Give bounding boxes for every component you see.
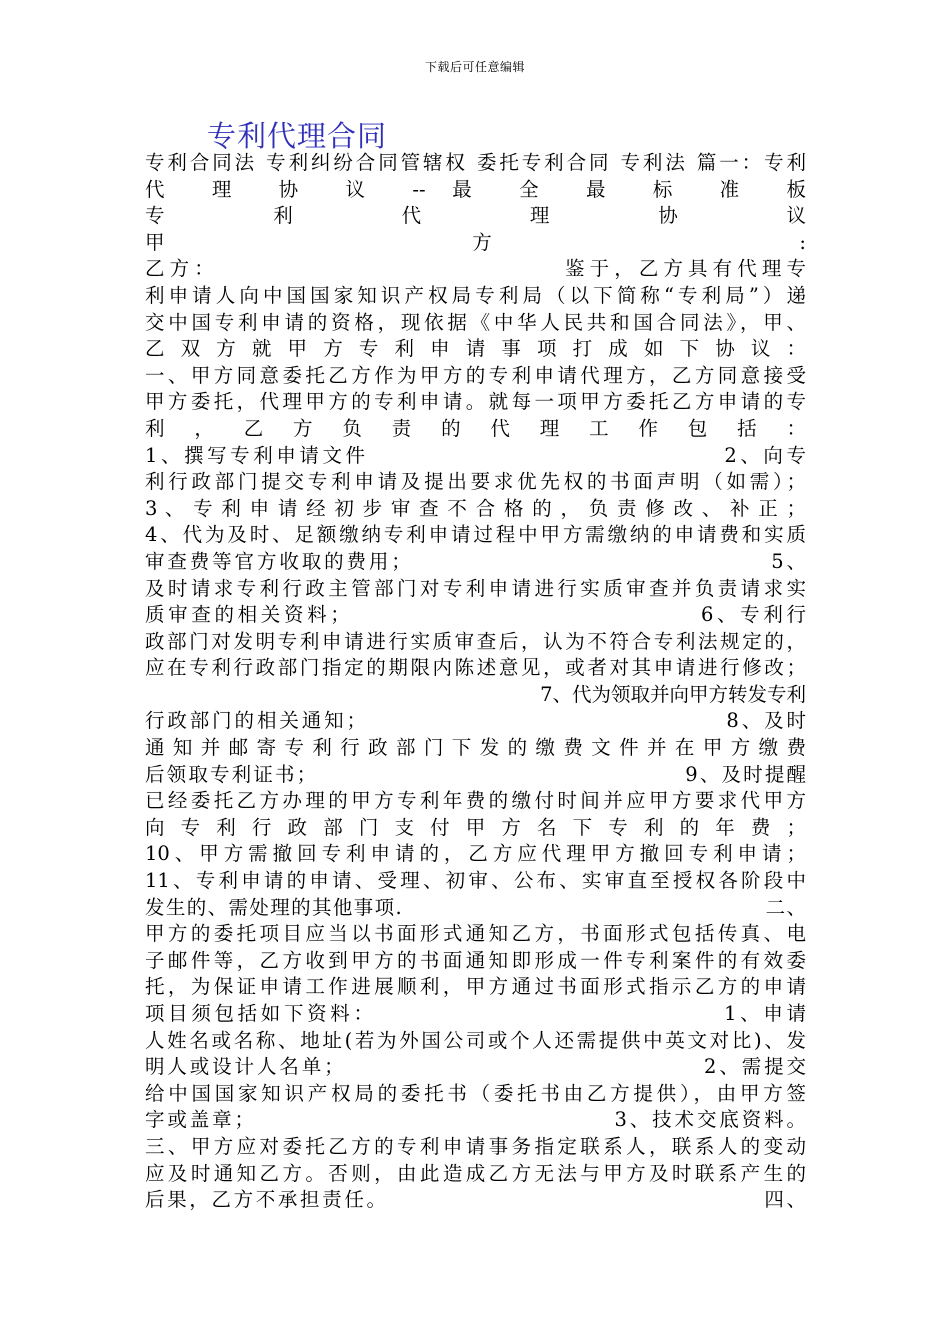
body-line: 三、甲方应对委托乙方的专利申请事务指定联系人，联系人的变动 — [145, 1134, 806, 1158]
body-line: 行政部门的相关通知； 8、及时 — [145, 709, 806, 733]
body-line: 向 专 利 行 政 部 门 支 付 甲 方 名 下 专 利 的 年 费 ； — [145, 815, 806, 839]
body-line: 审查费等官方收取的费用； 5、 — [145, 549, 806, 573]
body-line: 应及时通知乙方。否则，由此造成乙方无法与甲方及时联系产生的 — [145, 1161, 806, 1185]
body-line: 字或盖章； 3、技术交底资料。 — [145, 1108, 806, 1132]
body-line: 托，为保证申请工作进展顺利，甲方通过书面形式指示乙方的申请 — [145, 975, 806, 999]
page-header: 下载后可任意编辑 — [424, 60, 525, 74]
body-line: 10、甲方需撤回专利申请的，乙方应代理甲方撤回专利申请； — [145, 842, 806, 866]
body-line: 人姓名或名称、地址(若为外国公司或个人还需提供中英文对比)、发 — [145, 1028, 806, 1052]
body-line: 专 利 代 理 协 议 — [145, 204, 806, 228]
body-line: 通 知 并 邮 寄 专 利 行 政 部 门 下 发 的 缴 费 文 件 并 在 甲 方 缴 费 — [145, 736, 806, 760]
document-title: 专利代理合同 — [207, 119, 388, 153]
body-line: 后领取专利证书； 9、及时提醒 — [145, 762, 806, 786]
body-line: 后果，乙方不承担责任。 四、 — [145, 1188, 806, 1212]
body-line: 一、甲方同意委托乙方作为甲方的专利申请代理方，乙方同意接受 — [145, 363, 806, 387]
body-line: 发生的、需处理的其他事项. 二、 — [145, 895, 806, 919]
body-line: 给中国国家知识产权局的委托书（委托书由乙方提供），由甲方签 — [145, 1081, 806, 1105]
body-line: 及时请求专利行政主管部门对专利申请进行实质审查并负责请求实 — [145, 576, 806, 600]
body-line: 项目须包括如下资料： 1、申请 — [145, 1002, 806, 1025]
body-line: 应在专利行政部门指定的期限内陈述意见，或者对其申请进行修改； — [145, 656, 806, 680]
body-line: 甲方委托，代理甲方的专利申请。就每一项甲方委托乙方申请的专 — [145, 390, 806, 414]
body-line: 已经委托乙方办理的甲方专利年费的缴付时间并应甲方要求代甲方 — [145, 789, 806, 813]
body-line: 7、代为领取并向甲方转发专利 — [540, 682, 806, 706]
body-line: 乙 双 方 就 甲 方 专 利 申 请 事 项 打 成 如 下 协 议 ： — [145, 337, 806, 361]
body-line: 质审查的相关资料； 6、专利行 — [145, 603, 806, 627]
body-line: 交中国专利申请的资格，现依据《中华人民共和国合同法》，甲、 — [145, 310, 806, 334]
body-line: 11、专利申请的申请、受理、初审、公布、实审直至授权各阶段中 — [145, 869, 806, 893]
body-line: 子邮件等，乙方收到甲方的书面通知即形成一件专利案件的有效委 — [145, 948, 806, 972]
body-line: 4、代为及时、足额缴纳专利申请过程中甲方需缴纳的申请费和实质 — [145, 523, 806, 547]
body-line: 利 ， 乙 方 负 责 的 代 理 工 作 包 括 ： — [145, 416, 806, 440]
body-line: 利行政部门提交专利申请及提出要求优先权的书面声明（如需）； — [145, 470, 806, 494]
body-line: 甲方的委托项目应当以书面形式通知乙方，书面形式包括传真、电 — [145, 922, 806, 946]
body-line: 利申请人向中国国家知识产权局专利局（以下简称“专利局”）递 — [145, 283, 806, 307]
body-line: 甲 方 : — [145, 230, 806, 254]
body-line: 3 、 专 利 申 请 经 初 步 审 查 不 合 格 的 ， 负 责 修 改 、 补 正 ； — [145, 496, 806, 520]
body-line: 明人或设计人名单； 2、需提交 — [145, 1055, 806, 1079]
body-line: 专利合同法 专利纠纷合同管辖权 委托专利合同 专利法 篇一：专利 — [145, 151, 806, 174]
body-line: 政部门对发明专利申请进行实质审查后，认为不符合专利法规定的， — [145, 629, 806, 653]
body-line: 乙方： 鉴于，乙方具有代理专 — [145, 257, 806, 281]
body-line: 1、撰写专利申请文件 2、向专 — [145, 443, 806, 467]
document-body — [145, 150, 806, 1214]
body-line: 代 理 协 议 -- 最 全 最 标 准 板 — [145, 177, 806, 201]
